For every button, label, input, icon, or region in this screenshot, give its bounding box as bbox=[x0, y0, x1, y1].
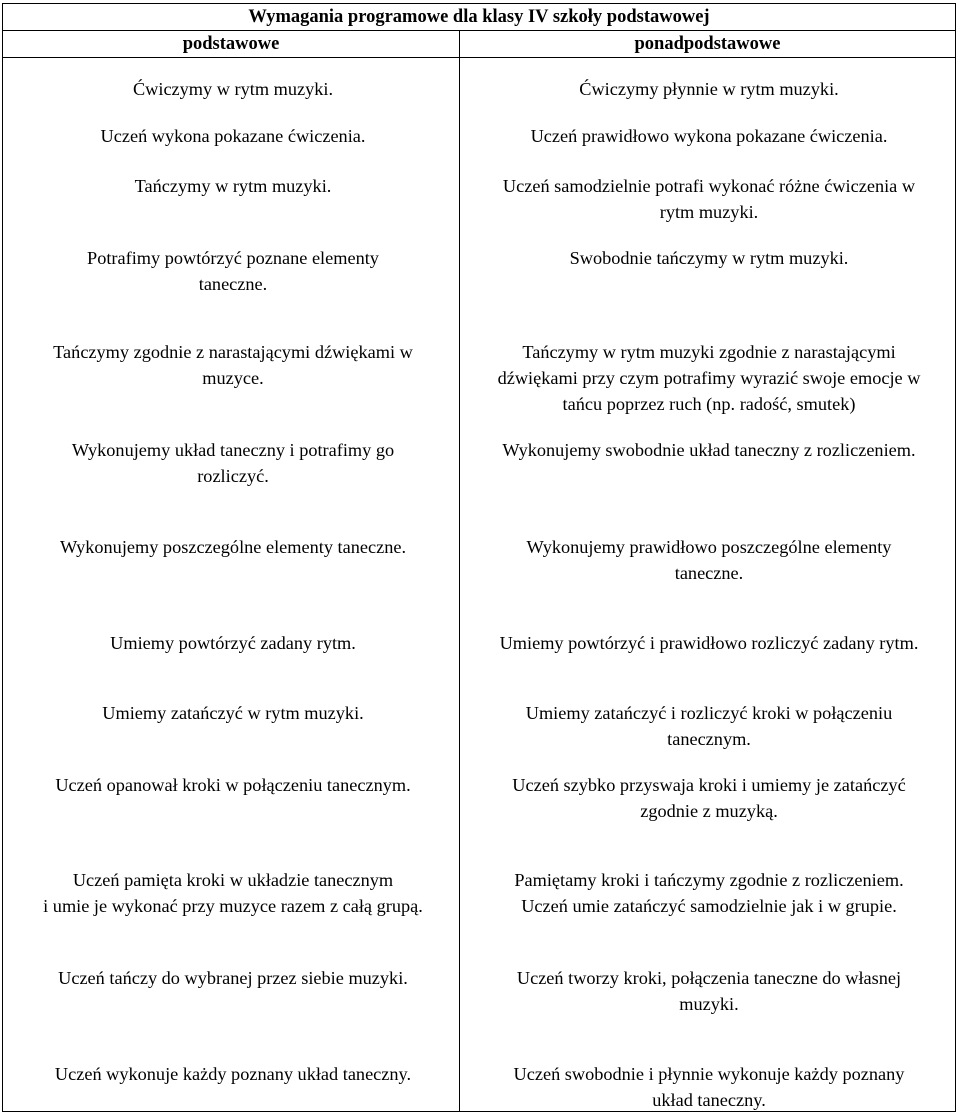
basic-requirement-item-line: Umiemy powtórzyć zadany rytm. bbox=[110, 633, 356, 653]
basic-requirement-item bbox=[9, 965, 457, 991]
advanced-requirement-item-line: Uczeń tworzy kroki, połączenia taneczne do własnej bbox=[516, 968, 902, 988]
basic-requirement-item-line: Wykonujemy poszczególne elementy taneczne. bbox=[59, 537, 407, 557]
column-divider bbox=[459, 31, 460, 1112]
basic-requirement-item-line: Uczeń wykona pokazane ćwiczenia. bbox=[100, 126, 366, 146]
advanced-requirement-item bbox=[465, 339, 953, 417]
basic-requirement-item bbox=[9, 867, 457, 919]
basic-requirement-item-line: Umiemy zatańczyć w rytm muzyki. bbox=[102, 703, 364, 723]
advanced-requirement-item-line: Uczeń umie zatańczyć samodzielnie jak i w grupie. bbox=[521, 896, 897, 916]
advanced-requirement-item-line: Uczeń samodzielnie potrafi wykonać różne ćwiczenia w bbox=[502, 176, 916, 196]
basic-requirement-item-line: Tańczymy zgodnie z narastającymi dźwiękami w bbox=[53, 342, 413, 362]
advanced-requirement-item-line: Uczeń prawidłowo wykona pokazane ćwiczenia. bbox=[530, 126, 888, 146]
advanced-requirement-item-line: Swobodnie tańczymy w rytm muzyki. bbox=[569, 248, 849, 268]
advanced-requirement-item-line: tanecznym. bbox=[667, 729, 751, 749]
basic-requirement-item bbox=[9, 630, 457, 656]
column-header-advanced: ponadpodstawowe bbox=[634, 34, 781, 54]
basic-requirement-item-line: Tańczymy w rytm muzyki. bbox=[134, 176, 332, 196]
basic-requirement-item-line: Uczeń pamięta kroki w układzie tanecznym bbox=[72, 870, 394, 890]
advanced-requirement-item bbox=[465, 965, 953, 1017]
advanced-requirement-item-line: Umiemy powtórzyć i prawidłowo rozliczyć zadany rytm. bbox=[499, 633, 919, 653]
advanced-requirement-item bbox=[465, 437, 953, 463]
column-header-row bbox=[3, 31, 955, 58]
advanced-requirement-item bbox=[465, 173, 953, 225]
basic-requirement-item bbox=[9, 772, 457, 798]
advanced-requirement-item-line: tańcu poprzez ruch (np. radość, smutek) bbox=[562, 394, 856, 414]
advanced-requirement-item-line: dźwiękami przy czym potrafimy wyrazić swoje emocje w bbox=[497, 368, 921, 388]
advanced-requirement-item bbox=[465, 630, 953, 656]
advanced-requirement-item-line: Uczeń swobodnie i płynnie wykonuje każdy poznany bbox=[513, 1064, 905, 1084]
basic-requirement-item-line: Ćwiczymy w rytm muzyki. bbox=[132, 79, 334, 99]
advanced-requirement-item bbox=[465, 700, 953, 752]
basic-requirement-item-line: Uczeń opanował kroki w połączeniu tanecznym. bbox=[55, 775, 411, 795]
advanced-requirement-item bbox=[465, 772, 953, 824]
basic-requirement-item-line: Uczeń tańczy do wybranej przez siebie muzyki. bbox=[58, 968, 408, 988]
advanced-requirement-item-line: Tańczymy w rytm muzyki zgodnie z narastającymi bbox=[522, 342, 896, 362]
basic-requirement-item bbox=[9, 245, 457, 297]
advanced-requirement-item-line: taneczne. bbox=[674, 563, 744, 583]
basic-requirement-item-line: Potrafimy powtórzyć poznane elementy bbox=[87, 248, 379, 268]
basic-requirement-item bbox=[9, 1061, 457, 1087]
advanced-requirement-item-line: rytm muzyki. bbox=[659, 202, 759, 222]
basic-requirement-item-line: rozliczyć. bbox=[197, 466, 269, 486]
basic-requirement-item-line: i umie je wykonać przy muzyce razem z całą grupą. bbox=[43, 896, 423, 916]
table-title: Wymagania programowe dla klasy IV szkoły podstawowej bbox=[3, 4, 955, 31]
advanced-requirement-item-line: Pamiętamy kroki i tańczymy zgodnie z rozliczeniem. bbox=[514, 870, 904, 890]
column-header-basic: podstawowe bbox=[182, 34, 280, 54]
advanced-requirement-item-line: układ taneczny. bbox=[652, 1090, 766, 1110]
basic-requirement-item bbox=[9, 76, 457, 102]
advanced-requirement-item bbox=[465, 534, 953, 586]
requirements-table bbox=[2, 3, 956, 1112]
basic-requirement-item-line: muzyce. bbox=[202, 368, 264, 388]
basic-requirement-item bbox=[9, 123, 457, 149]
basic-requirement-item bbox=[9, 534, 457, 560]
basic-requirement-item bbox=[9, 437, 457, 489]
basic-requirement-item bbox=[9, 173, 457, 199]
advanced-requirement-item bbox=[465, 245, 953, 271]
advanced-requirement-item-line: Wykonujemy swobodnie układ taneczny z rozliczeniem. bbox=[502, 440, 916, 460]
advanced-requirement-item bbox=[465, 123, 953, 149]
advanced-requirement-item-line: zgodnie z muzyką. bbox=[640, 801, 778, 821]
advanced-requirement-item-line: Ćwiczymy płynnie w rytm muzyki. bbox=[579, 79, 839, 99]
advanced-requirement-item-line: Wykonujemy prawidłowo poszczególne elementy bbox=[526, 537, 892, 557]
advanced-requirement-item bbox=[465, 867, 953, 919]
advanced-requirement-item-line: Umiemy zatańczyć i rozliczyć kroki w połączeniu bbox=[525, 703, 893, 723]
advanced-requirement-item bbox=[465, 76, 953, 102]
advanced-requirement-item bbox=[465, 1061, 953, 1113]
advanced-requirement-item-line: muzyki. bbox=[679, 994, 739, 1014]
basic-requirement-item-line: Uczeń wykonuje każdy poznany układ taneczny. bbox=[54, 1064, 412, 1084]
basic-requirement-item-line: Wykonujemy układ taneczny i potrafimy go bbox=[71, 440, 395, 460]
basic-requirement-item bbox=[9, 339, 457, 391]
basic-requirement-item-line: taneczne. bbox=[198, 274, 268, 294]
basic-requirement-item bbox=[9, 700, 457, 726]
advanced-requirement-item-line: Uczeń szybko przyswaja kroki i umiemy je zatańczyć bbox=[512, 775, 906, 795]
